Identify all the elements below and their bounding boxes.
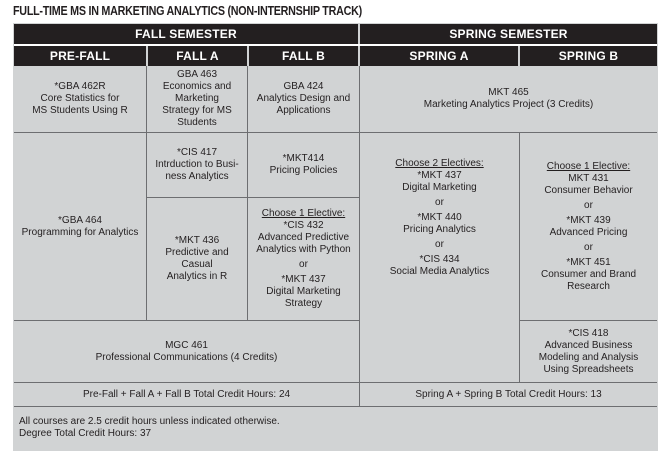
header-fall-b: FALL B <box>249 46 358 66</box>
page-title: FULL-TIME MS IN MARKETING ANALYTICS (NON-INTERNSHIP TRACK) <box>13 4 362 18</box>
header-spring-b: SPRING B <box>520 46 657 66</box>
course-cis-418: *CIS 418 Advanced Business Modeling and Analysis Using Spreadsheets <box>538 327 639 375</box>
course-cis-417: *CIS 417 Intrduction to Busi- ness Analytics <box>155 147 239 182</box>
fall-b-elective-options: Choose 1 Elective: *CIS 432 Advanced Predictive Analytics with Python or *MKT 437 Digital Marketing Strategy <box>256 208 351 309</box>
course-gba-424: GBA 424 Analytics Design and Applications <box>256 81 351 116</box>
elective-heading: Choose 2 Electives: <box>395 158 484 169</box>
course-mkt-414: *MKT414 Pricing Policies <box>269 153 338 176</box>
header-spring-a: SPRING A <box>360 46 518 66</box>
spring-a-elective-options: Choose 2 Electives: *MKT 437 Digital Marketing or *MKT 440 Pricing Analytics or *CIS 434 Social Media Analytics <box>389 158 490 277</box>
course-mkt-436: *MKT 436 Predictive and Casual Analytics in R <box>165 235 229 282</box>
credit-note: All courses are 2.5 credit hours unless indicated otherwise. <box>19 416 280 427</box>
grid-line <box>14 406 657 407</box>
course-gba-462r: *GBA 462R Core Statistics for MS Students Using R <box>32 81 128 116</box>
fall-total-credit-hours: Pre-Fall + Fall A + Fall B Total Credit Hours: 24 <box>82 388 291 400</box>
header-spring-semester: SPRING SEMESTER <box>360 24 657 44</box>
header-divider <box>14 44 657 46</box>
header-fall-a: FALL A <box>148 46 247 66</box>
elective-heading: Choose 1 Elective: <box>261 208 346 219</box>
spring-b-elective-options: Choose 1 Elective: MKT 431 Consumer Behavior or *MKT 439 Advanced Pricing or *MKT 451 Consumer and Brand Research <box>540 160 637 292</box>
header-fall-semester: FALL SEMESTER <box>14 24 358 44</box>
elective-heading: Choose 1 Elective: <box>546 160 631 172</box>
course-mgc-461: MGC 461 Professional Communications (4 Credits) <box>95 339 278 363</box>
course-gba-464: *GBA 464 Programming for Analytics <box>21 214 139 238</box>
course-gba-463: GBA 463 Economics and Marketing Strategy for MS Students <box>162 69 232 128</box>
course-mkt-465: MKT 465 Marketing Analytics Project (3 Credits) <box>423 87 594 110</box>
header-pre-fall: PRE-FALL <box>14 46 146 66</box>
spring-total-credit-hours: Spring A + Spring B Total Credit Hours: 13 <box>415 388 602 400</box>
degree-total-note: Degree Total Credit Hours: 37 <box>19 428 152 439</box>
